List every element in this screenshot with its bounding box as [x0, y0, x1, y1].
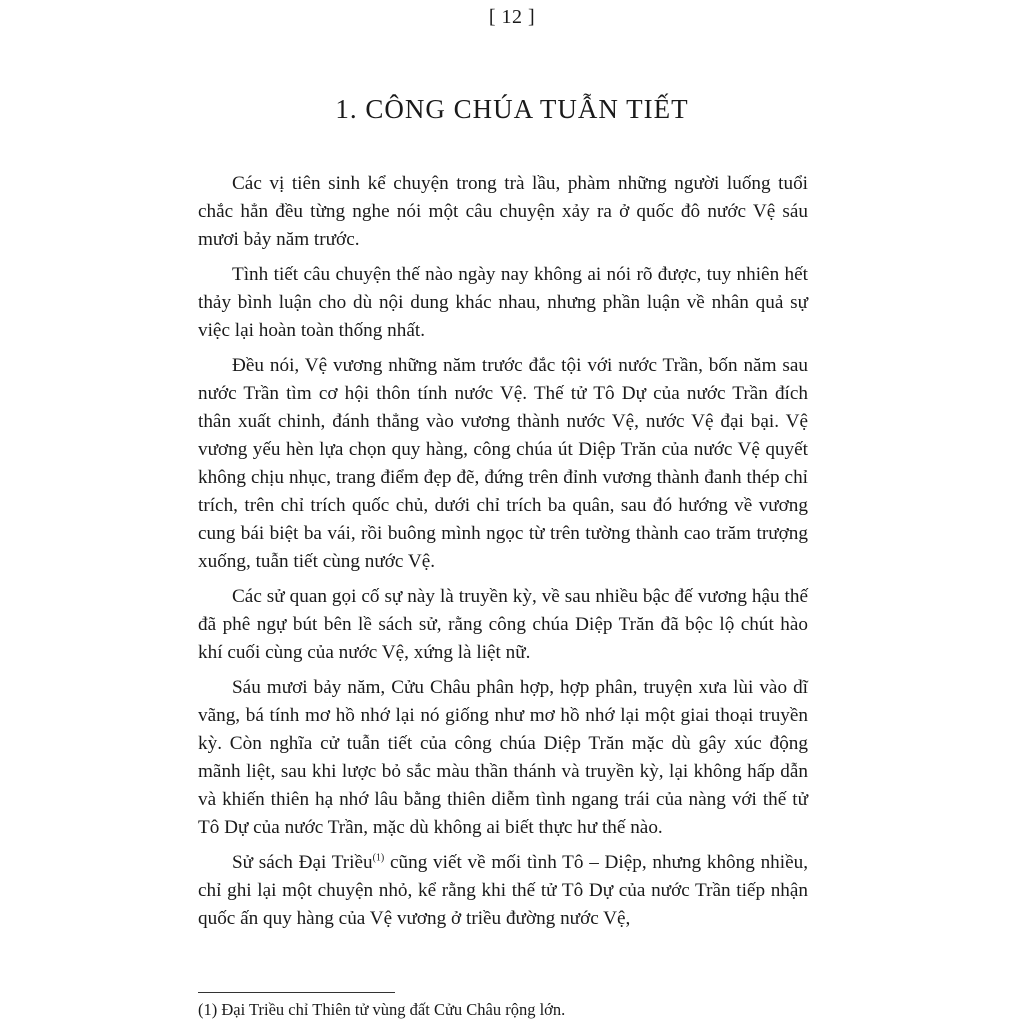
footnote-marker: (1)	[372, 852, 385, 864]
page-number: [ 12 ]	[488, 6, 536, 28]
chapter-title: 1. CÔNG CHÚA TUẪN TIẾT	[335, 94, 689, 124]
paragraph: Các vị tiên sinh kể chuyện trong trà lầu, phàm những người luống tuổi chắc hẳn đều từng nghe nói một câu chuyện xảy ra ở quốc đô nước Vệ sáu mươi bảy năm trước.	[198, 173, 808, 250]
paragraph: Các sử quan gọi cố sự này là truyền kỳ, về sau nhiều bậc đế vương hậu thế đã phê ngự bút bên lề sách sử, rằng công chúa Diệp Trăn đã bộc lộ chút hào khí cuối cùng của nước Vệ, xứng là liệt nữ.	[198, 586, 808, 663]
paragraph-last	[198, 849, 808, 933]
footnote: (1) Đại Triều chỉ Thiên tử vùng đất Cửu Châu rộng lớn.	[198, 1000, 566, 1019]
paragraph-text: Sử sách Đại Triều	[232, 852, 373, 873]
paragraph: Đều nói, Vệ vương những năm trước đắc tội với nước Trần, bốn năm sau nước Trần tìm cơ hội thôn tính nước Vệ. Thế tử Tô Dự của nước Trần đích thân xuất chinh, đánh thẳng vào vương thành nước Vệ, nước Vệ đại bại. Vệ vương yếu hèn lựa chọn quy hàng, công chúa út Diệp Trăn của nước Vệ quyết không chịu nhục, trang điểm đẹp đẽ, đứng trên đỉnh vương thành đanh thép chỉ trích, trên chỉ trích quốc chủ, dưới chỉ trích ba quân, sau đó hướng về vương cung bái biệt ba vái, rồi buông mình ngọc từ trên tường thành cao trăm trượng xuống, tuẫn tiết cùng nước Vệ.	[198, 355, 808, 572]
paragraph: Sáu mươi bảy năm, Cửu Châu phân hợp, hợp phân, truyện xưa lùi vào dĩ vãng, bá tính mơ hồ nhớ lại nó giống như mơ hồ nhớ lại một giai thoại truyền kỳ. Còn nghĩa cử tuẫn tiết của công chúa Diệp Trăn mặc dù gây xúc động mãnh liệt, sau khi lược bỏ sắc màu thần thánh và truyền kỳ, lại không hấp dẫn và khiến thiên hạ nhớ lâu bằng thiên diễm tình ngang trái của nàng với thế tử Tô Dự của nước Trần, mặc dù không ai biết thực hư thế nào.	[198, 677, 808, 838]
footnote-divider	[198, 992, 395, 993]
paragraph: Tình tiết câu chuyện thế nào ngày nay không ai nói rõ được, tuy nhiên hết thảy bình luận cho dù nội dung khác nhau, nhưng phần luận về nhân quả sự việc lại hoàn toàn thống nhất.	[198, 264, 808, 341]
paragraph-text: cũng viết về mối tình Tô – Diệp, nhưng không nhiều, chỉ ghi lại một chuyện nhỏ, kể rằng khi thế tử Tô Dự của nước Trần tiếp nhận quốc ấn quy hàng của Vệ vương ở triều đường nước Vệ,	[198, 852, 808, 929]
body-text	[198, 170, 808, 940]
